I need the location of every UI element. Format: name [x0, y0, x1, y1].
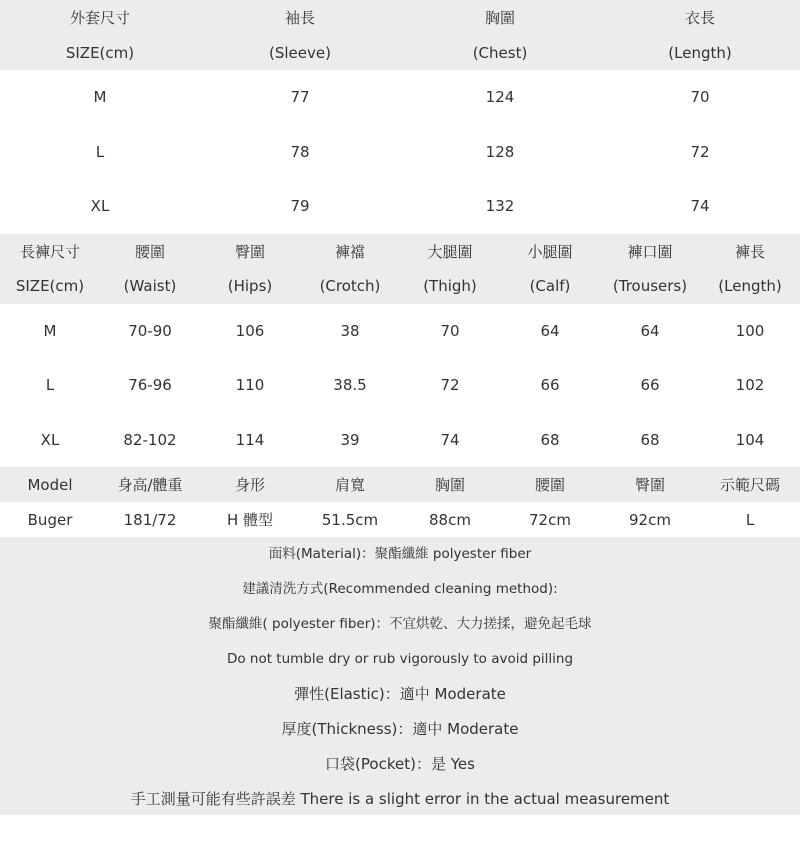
table-cell: 70	[690, 88, 710, 107]
table-cell: 132	[485, 197, 515, 216]
bottom-spacer	[0, 815, 800, 851]
table-cell: 38.5	[333, 376, 367, 395]
model-header	[0, 467, 800, 502]
table-cell: XL	[90, 197, 110, 216]
table-cell: 102	[735, 376, 765, 395]
table-cell: 82-102	[123, 430, 177, 449]
pants-header-cell: 臀圍	[234, 242, 265, 261]
pants-size-table	[0, 234, 800, 468]
table-cell: 92cm	[629, 510, 671, 529]
pants-header-cell: 小腿圍	[527, 242, 573, 261]
jacket-header-cell: SIZE(cm)	[65, 43, 135, 62]
pants-header-cell: 大腿圍	[427, 242, 473, 261]
table-cell: 66	[540, 376, 560, 395]
table-cell: L	[45, 376, 55, 395]
table-cell: 72	[440, 376, 460, 395]
pants-header-cell: (Length)	[718, 277, 782, 295]
table-cell: 72cm	[529, 510, 571, 529]
table-cell: Buger	[27, 510, 73, 529]
pocket-note: 口袋(Pocket)：是 Yes	[325, 755, 475, 773]
pants-header-cell: 褲長	[734, 242, 765, 261]
table-cell: 68	[540, 430, 560, 449]
table-row	[0, 304, 800, 359]
table-cell: 38	[340, 321, 360, 340]
table-cell: 114	[235, 430, 265, 449]
table-row	[0, 179, 800, 234]
pants-header-cell: 長褲尺寸	[19, 242, 80, 261]
model-header-cell: 肩寬	[334, 476, 365, 494]
table-cell: 51.5cm	[321, 510, 379, 529]
jacket-header-en	[0, 35, 800, 70]
table-cell: M	[43, 321, 57, 340]
cleaning-method-heading: 建議清洗方式(Recommended cleaning method):	[242, 581, 558, 597]
model-header-cell: 身形	[234, 476, 265, 494]
cleaning-note-zh: 聚酯纖維( polyester fiber)：不宜烘乾、大力搓揉，避免起毛球	[208, 616, 592, 632]
model-header-cell: 胸圍	[434, 476, 465, 494]
cleaning-note-en: Do not tumble dry or rub vigorously to avoid pilling	[226, 651, 574, 667]
table-cell: 79	[290, 197, 310, 216]
table-cell: 88cm	[429, 510, 471, 529]
pants-header-cell: 腰圍	[134, 242, 165, 261]
model-table	[0, 467, 800, 537]
table-cell: 106	[235, 321, 265, 340]
pants-header-cell: (Thigh)	[423, 277, 477, 295]
table-cell: 64	[640, 321, 660, 340]
table-cell: 70-90	[128, 321, 172, 340]
pants-header-zh	[0, 234, 800, 269]
table-cell: L	[745, 510, 755, 529]
jacket-header-cell: 袖長	[284, 9, 315, 27]
pants-header-cell: (Hips)	[227, 277, 273, 295]
elastic-note: 彈性(Elastic)：適中 Moderate	[294, 685, 506, 703]
table-cell: 110	[235, 376, 265, 395]
pants-header-cell: 褲口圍	[627, 242, 673, 261]
table-cell: 66	[640, 376, 660, 395]
pants-header-cell: SIZE(cm)	[15, 277, 85, 295]
jacket-header-zh	[0, 0, 800, 35]
jacket-header	[0, 0, 800, 70]
table-cell: 74	[440, 430, 460, 449]
jacket-header-cell: 外套尺寸	[69, 9, 130, 27]
thickness-note: 厚度(Thickness)：適中 Moderate	[281, 720, 519, 738]
table-cell: 74	[690, 197, 710, 216]
table-cell: 181/72	[123, 510, 177, 529]
table-cell: 78	[290, 142, 310, 161]
pants-header-cell: (Trousers)	[612, 277, 688, 295]
model-header-cell: 身高/體重	[117, 476, 183, 494]
table-cell: 100	[735, 321, 765, 340]
table-cell: H 體型	[226, 511, 274, 529]
pants-header-en	[0, 269, 800, 304]
table-cell: 39	[340, 430, 360, 449]
table-cell: 128	[485, 142, 515, 161]
table-cell: 72	[690, 142, 710, 161]
table-cell: 76-96	[128, 376, 172, 395]
care-notes	[0, 537, 800, 815]
table-cell: 64	[540, 321, 560, 340]
model-header-cell: 腰圍	[534, 476, 565, 494]
pants-header-cell: (Crotch)	[319, 277, 381, 295]
table-row	[0, 70, 800, 125]
table-row	[0, 358, 800, 413]
table-cell: 68	[640, 430, 660, 449]
model-header-cell: 臀圍	[634, 476, 665, 494]
model-header-cell: Model	[27, 475, 73, 494]
table-cell: L	[95, 142, 105, 161]
table-cell: XL	[40, 430, 60, 449]
jacket-header-cell: (Sleeve)	[269, 43, 331, 62]
measurement-error-note: 手工測量可能有些許誤差 There is a slight error in the actual measurement	[130, 790, 670, 808]
table-cell: 104	[735, 430, 765, 449]
model-row	[0, 502, 800, 537]
jacket-size-table	[0, 0, 800, 234]
jacket-header-cell: 衣長	[684, 9, 715, 27]
material-note: 面料(Material)：聚酯纖維 polyester fiber	[268, 546, 532, 562]
pants-header-cell: 褲襠	[334, 242, 365, 261]
pants-header	[0, 234, 800, 304]
table-cell: 77	[290, 88, 310, 107]
model-header-cell: 示範尺碼	[719, 476, 780, 494]
table-cell: 70	[440, 321, 460, 340]
jacket-header-cell: (Length)	[668, 43, 732, 62]
jacket-header-cell: 胸圍	[484, 9, 515, 27]
table-cell: 124	[485, 88, 515, 107]
pants-header-cell: (Calf)	[529, 277, 571, 295]
table-row	[0, 413, 800, 468]
jacket-header-cell: (Chest)	[472, 43, 528, 62]
table-row	[0, 125, 800, 180]
pants-header-cell: (Waist)	[123, 277, 177, 295]
table-cell: M	[93, 88, 107, 107]
